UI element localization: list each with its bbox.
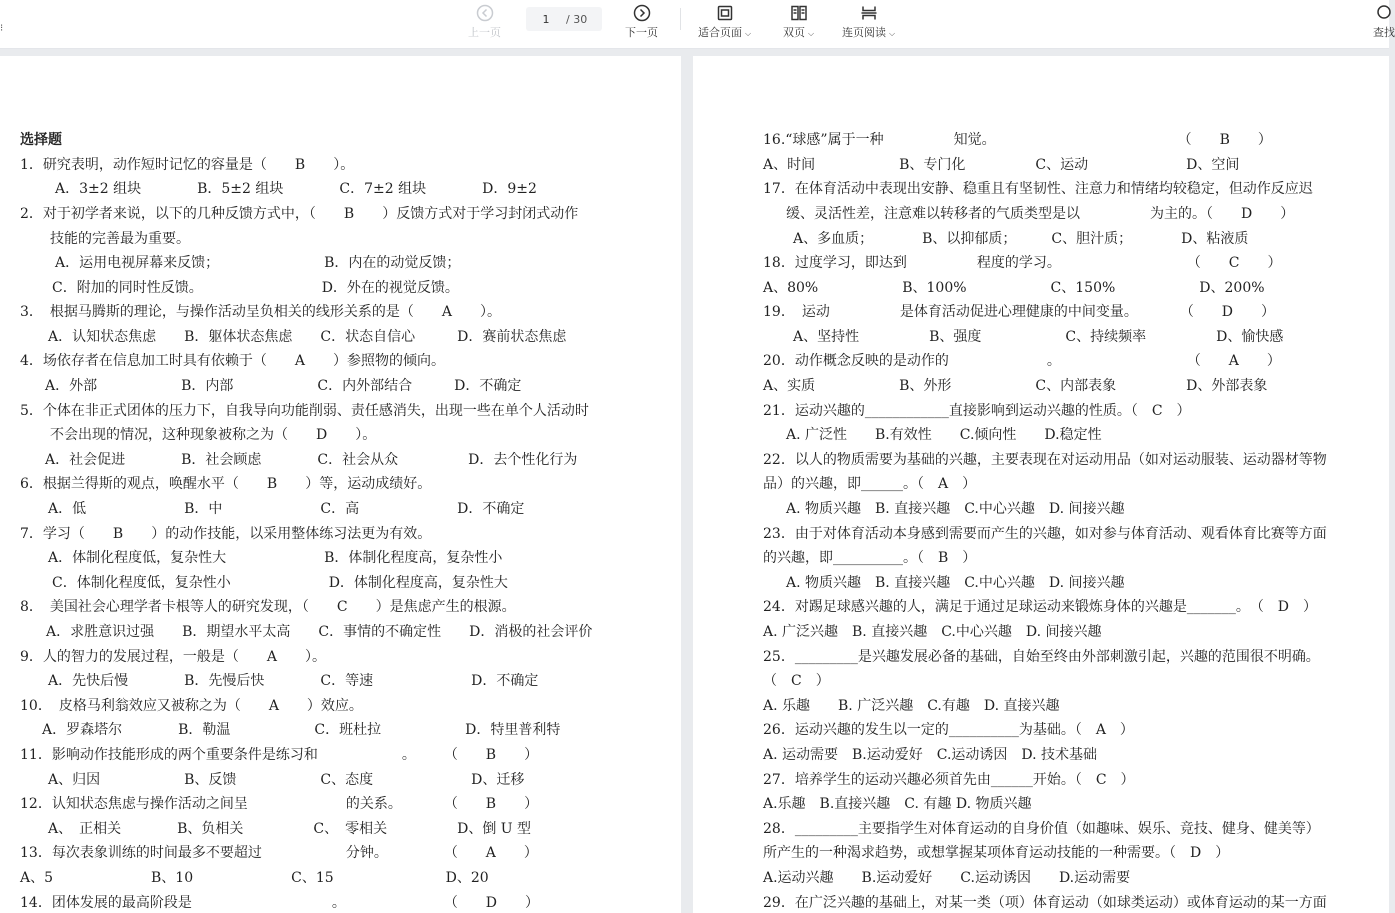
question-line: 23．由于对体育活动本身感到需要而产生的兴趣，如对参与体育活动、观看体育比赛等方面 [763, 526, 1327, 542]
option-line: A．先快后慢 B．先慢后快 C．等速 D．不确定 [48, 673, 539, 689]
option-line: A.运动兴趣 B.运动爱好 C.运动诱因 D.运动需要 [763, 870, 1131, 886]
option-line: C．附加的同时性反馈。 D．外在的视觉反馈。 [52, 280, 459, 296]
question-line: 技能的完善最为重要。 [50, 231, 190, 247]
double-page-button[interactable] [783, 2, 814, 40]
option-line: A、时间 B、专门化 C、运动 D、空间 [763, 157, 1240, 173]
document-page-left [0, 56, 681, 913]
option-line: A、 正相关 B、负相关 C、 零相关 D、倒 U 型 [48, 821, 532, 837]
double-page-label: 双页 [783, 26, 805, 39]
option-line: A. 物质兴趣 B. 直接兴趣 C.中心兴趣 D. 间接兴趣 [786, 575, 1125, 591]
question-line: 14．团体发展的最高阶段是 。 （ D ） [20, 895, 540, 911]
page-number-input[interactable]: 1 [542, 12, 550, 26]
question-line: 17．在体育活动中表现出安静、稳重且有坚韧性、注意力和情绪均较稳定，但动作反应迟 [763, 181, 1313, 197]
question-line: 3． 根据马腾斯的理论，与操作活动呈负相关的线形关系的是（ A ）。 [20, 304, 502, 320]
toolbar-divider [680, 8, 681, 30]
next-page-icon [633, 2, 651, 22]
section-title: 选择题 [20, 132, 62, 148]
option-line: A．3±2 组块 B．5±2 组块 C．7±2 组块 D．9±2 [55, 181, 537, 197]
question-line: 12．认知状态焦虑与操作活动之间呈 的关系。 （ B ） [20, 796, 539, 812]
page-number-box[interactable] [526, 7, 602, 31]
option-line: A、归因 B、反馈 C、态度 D、迁移 [48, 772, 525, 788]
question-line: 27．培养学生的运动兴趣必须首先由______开始。（ C ） [763, 772, 1135, 788]
answer-line: （ C ） [763, 673, 830, 689]
chevron-down-icon: ⌵ [808, 29, 815, 38]
option-line: A．罗森塔尔 B．勒温 C．班杜拉 D．特里普利特 [42, 722, 561, 738]
question-line: 6．根据兰得斯的观点，唤醒水平（ B ）等，运动成绩好。 [20, 476, 432, 492]
option-line: A. 广泛性 B.有效性 C.倾向性 D.稳定性 [786, 427, 1102, 443]
option-line: A.乐趣 B.直接兴趣 C. 有趣 D. 物质兴趣 [763, 796, 1032, 812]
question-line: 28．_________主要指学生对体育运动的自身价值（如趣味、娱乐、竞技、健身、健美等） [763, 821, 1320, 837]
continuous-read-button[interactable] [842, 2, 895, 40]
question-line: 21．运动兴趣的____________直接影响到运动兴趣的性质。（ C ） [763, 403, 1191, 419]
question-line: 13．每次表象训练的时间最多不要超过 分钟。 （ A ） [20, 845, 538, 861]
question-line: 8． 美国社会心理学者卡根等人的研究发现，（ C ）是焦虑产生的根源。 [20, 599, 516, 615]
left-edge-handle[interactable]: ⁝ [0, 23, 4, 34]
option-line: A. 广泛兴趣 B. 直接兴趣 C.中心兴趣 D. 间接兴趣 [763, 624, 1102, 640]
viewer-toolbar [0, 0, 1395, 49]
option-line: A. 运动需要 B.运动爱好 C.运动诱因 D. 技术基础 [763, 747, 1098, 763]
search-button[interactable] [1373, 2, 1395, 40]
question-line: 11．影响动作技能形成的两个重要条件是练习和 。 （ B ） [20, 747, 539, 763]
option-line: A. 物质兴趣 B. 直接兴趣 C.中心兴趣 D. 间接兴趣 [786, 501, 1125, 517]
question-line: 9．人的智力的发展过程，一般是（ A ）。 [20, 649, 327, 665]
next-page-button[interactable] [625, 2, 658, 40]
option-line: A．社会促进 B．社会顾虑 C．社会从众 D．去个性化行为 [45, 452, 578, 468]
question-line: 20．动作概念反映的是动作的 。 （ A ） [763, 353, 1281, 369]
question-line: 的兴趣，即__________。（ B ） [763, 550, 977, 566]
question-line: 4．场依存者在信息加工时具有依赖于（ A ）参照物的倾向。 [20, 353, 446, 369]
question-line: 1．研究表明，动作短时记忆的容量是（ B ）。 [20, 157, 355, 173]
question-line: 18．过度学习，即达到 程度的学习。 （ C ） [763, 255, 1282, 271]
next-page-label: 下一页 [625, 26, 658, 39]
question-line: 7．学习（ B ）的动作技能，以采用整体练习法更为有效。 [20, 526, 432, 542]
fit-page-label: 适合页面 [698, 26, 742, 39]
question-line: 2．对于初学者来说，以下的几种反馈方式中，（ B ）反馈方式对于学习封闭式动作 [20, 206, 579, 222]
fit-page-button[interactable] [698, 2, 751, 40]
search-label: 查找 [1373, 26, 1395, 39]
question-line: 22．以人的物质需要为基础的兴趣，主要表现在对运动用品（如对运动服装、运动器材等物 [763, 452, 1327, 468]
option-line: A、80% B、100% C、150% D、200% [763, 280, 1265, 296]
search-icon [1376, 2, 1392, 22]
question-line: 品）的兴趣，即______。（ A ） [763, 476, 977, 492]
prev-page-button[interactable] [468, 2, 501, 40]
option-line: A. 乐趣 B. 广泛兴趣 C.有趣 D. 直接兴趣 [763, 698, 1060, 714]
document-page-right [693, 56, 1389, 913]
option-line: A．低 B．中 C．高 D．不确定 [48, 501, 525, 517]
double-page-icon [790, 2, 808, 22]
question-line: 缓、灵活性差，注意难以转移者的气质类型是以 为主的。（ D ） [786, 206, 1295, 222]
question-line: 19． 运动 是体育活动促进心理健康的中间变量。 （ D ） [763, 304, 1276, 320]
question-line: 26．运动兴趣的发生以一定的__________为基础。（ A ） [763, 722, 1134, 738]
option-line: A．认知状态焦虑 B．躯体状态焦虑 C．状态自信心 D．赛前状态焦虑 [48, 329, 567, 345]
prev-page-label: 上一页 [468, 26, 501, 39]
chevron-down-icon: ⌵ [889, 29, 896, 38]
continuous-read-label: 连页阅读 [842, 26, 886, 39]
option-line: A．外部 B．内部 C．内外部结合 D．不确定 [45, 378, 522, 394]
page-total: / 30 [566, 12, 588, 26]
question-line: 16.“球感”属于一种 知觉。 （ B ） [763, 132, 1272, 148]
question-line: 不会出现的情况，这种现象被称之为（ D ）。 [50, 427, 377, 443]
option-line: A．求胜意识过强 B．期望水平太高 C．事情的不确定性 D．消极的社会评价 [46, 624, 593, 640]
option-line: A．体制化程度低，复杂性大 B．体制化程度高，复杂性小 [48, 550, 503, 566]
fit-page-icon [716, 2, 734, 22]
option-line: A、5 B、10 C、15 D、20 [20, 870, 489, 886]
option-line: A、坚持性 B、强度 C、持续频率 D、愉快感 [793, 329, 1284, 345]
chevron-down-icon: ⌵ [745, 29, 752, 38]
question-line: 5．个体在非正式团体的压力下，自我导向功能削弱、责任感消失，出现一些在单个人活动时 [20, 403, 589, 419]
option-line: A、实质 B、外形 C、内部表象 D、外部表象 [763, 378, 1268, 394]
continuous-read-icon [860, 2, 878, 22]
question-line: 24．对踢足球感兴趣的人，满足于通过足球运动来锻炼身体的兴趣是_______。 （ D ） [763, 599, 1318, 615]
question-line: 所产生的一种渴求趋势，或想掌握某项体育运动技能的一种需要。（ D ） [763, 845, 1230, 861]
option-line: C．体制化程度低，复杂性小 D．体制化程度高，复杂性大 [52, 575, 508, 591]
option-line: A、多血质； B、以抑郁质； C、胆汁质； D、粘液质 [793, 231, 1249, 247]
prev-page-icon [476, 2, 494, 22]
option-line: A．运用电视屏幕来反馈； B．内在的动觉反馈； [55, 255, 461, 271]
question-line: 10． 皮格马利翁效应又被称之为（ A ）效应。 [20, 698, 363, 714]
question-line: 25．_________是兴趣发展必备的基础，自始至终由外部刺激引起，兴趣的范围很不明确。 [763, 649, 1320, 665]
question-line: 29．在广泛兴趣的基础上，对某一类（项）体育运动（如球类运动）或体育运动的某一方面 [763, 895, 1327, 911]
